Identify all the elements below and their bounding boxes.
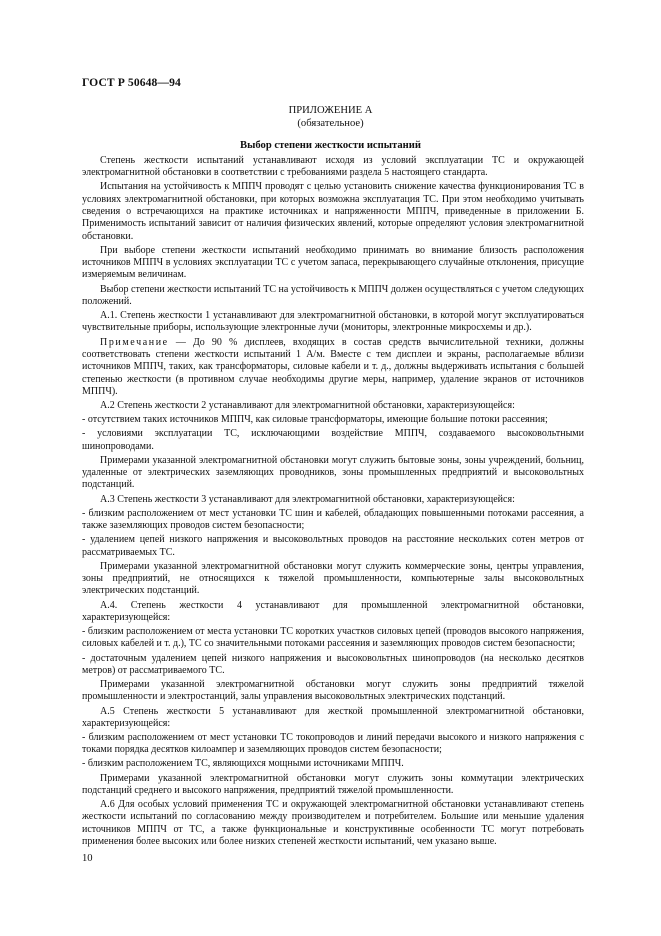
paragraph-a1: А.1. Степень жесткости 1 устанавливают для электромагнитной обстановки, в которой могут эксплуатироваться чувствительные приборы, использующие электронные лучи (мониторы, электронные микросхемы и др.). — [82, 310, 584, 334]
paragraph-a2-intro: А.2 Степень жесткости 2 устанавливают для электромагнитной обстановки, характеризующейся: — [100, 399, 515, 411]
note — [82, 337, 584, 398]
paragraph-a3-examples: Примерами указанной электромагнитной обстановки могут служить коммерческие зоны, центры управления, зоны предприятий, не относящихся к тяжелой промышленности, компьютерные залы высоковольтных электрических подстанций. — [82, 560, 584, 597]
paragraph-a6: А.6 Для особых условий применения ТС и окружающей электромагнитной обстановки устанавливают степень жесткости испытаний по согласованию между производителем и потребителем. Большие или меньшие удаления источников МППЧ от ТС, а также функциональные и конструктивные особенности ТС могут потребовать применения более высоких или более низких степеней жесткости испытаний, чем указано выше. — [82, 799, 584, 848]
paragraph-a5-intro: А.5 Степень жесткости 5 устанавливают для жесткой промышленной электромагнитной обстановки, характеризующейся: — [82, 705, 584, 729]
appendix-title: ПРИЛОЖЕНИЕ А — [288, 105, 373, 116]
list-item: - удалением цепей низкого напряжения и высоковольтных проводов на расстояние нескольких сотен метров от рассматриваемых ТС. — [82, 534, 584, 558]
page-number: 10 — [82, 853, 93, 864]
paragraph: Выбор степени жесткости испытаний ТС на устойчивость к МППЧ должен осуществляться с учетом следующих положений. — [82, 283, 584, 307]
paragraph-a4-examples: Примерами указанной электромагнитной обстановки могут служить зоны предприятий тяжелой промышленности и электростанций, залы управления высоковольтных электрических подстанций. — [82, 679, 584, 703]
standard-header: ГОСТ Р 50648—94 — [82, 76, 181, 89]
list-item: - близким расположением ТС, являющихся мощными источниками МППЧ. — [82, 758, 404, 770]
appendix-subtitle: (обязательное) — [297, 118, 364, 129]
list-item: - условиями эксплуатации ТС, исключающими воздействие МППЧ, создаваемого высоковольтными шинопроводами. — [82, 428, 584, 452]
paragraph: При выборе степени жесткости испытаний необходимо принимать во внимание близость расположения источников МППЧ в условиях эксплуатации ТС с учетом запаса, перекрывающего случайные отклонения, присущие измеряемым величинам. — [82, 244, 584, 281]
list-item: - отсутствием таких источников МППЧ, как силовые трансформаторы, имеющие большие потоки рассеяния; — [82, 414, 548, 426]
list-item: - достаточным удалением цепей низкого напряжения и высоковольтных шинопроводов (на несколько десятков метров) от рассматриваемого ТС. — [82, 652, 584, 676]
note-text: — До 90 % дисплеев, входящих в состав средств вычислительной техники, должны соответствовать степени жесткости испытаний 1 А/м. Вместе с тем дисплеи и экраны, располагаемые вблизи источников МППЧ, таких, как трансформаторы, силовые кабели и т. д., должны выдерживать испытания с большей степенью жесткости (в противном случае необходимы другие меры, например, удаление экранов от источников МППЧ). — [82, 336, 584, 397]
document-body — [82, 155, 584, 850]
paragraph-a3-intro: А.3 Степень жесткости 3 устанавливают для электромагнитной обстановки, характеризующейся: — [100, 493, 515, 505]
paragraph: Степень жесткости испытаний устанавливают исходя из условий эксплуатации ТС и окружающей электромагнитной обстановки в соответствии с требованиями раздела 5 настоящего стандарта. — [82, 155, 584, 179]
note-label: Примечание — [100, 336, 169, 348]
paragraph-a2-examples: Примерами указанной электромагнитной обстановки могут служить бытовые зоны, зоны учреждений, больниц, удаленные от электрических заземляющих проводников, зоны промышленных предприятий и высоковольтных подстанций. — [82, 454, 584, 491]
paragraph-a5-examples: Примерами указанной электромагнитной обстановки могут служить зоны коммутации электрических подстанций среднего и высокого напряжения, предприятий тяжелой промышленности. — [82, 772, 584, 796]
section-title: Выбор степени жесткости испытаний — [240, 140, 421, 151]
paragraph-a4-intro: А.4. Степень жесткости 4 устанавливают для промышленной электромагнитной обстановки, характеризующейся: — [82, 599, 584, 623]
list-item: - близким расположением от места установки ТС коротких участков силовых цепей (проводов высокого напряжения, силовых кабелей и т. д.), ТС со значительными потоками рассеяния и заземляющих проводов систем безопасности; — [82, 626, 584, 650]
list-item: - близким расположением от мест установки ТС токопроводов и линий передачи высокого и низкого напряжения с токами порядка десятков килоампер и заземляющих проводов систем безопасности; — [82, 731, 584, 756]
paragraph: Испытания на устойчивость к МППЧ проводят с целью установить снижение качества функционирования ТС в условиях электромагнитной обстановки, при которых возможна эксплуатация ТС. При этом необходимо учитывать сведения о встречающихся на практике источниках и напряженности МППЧ, приведенные в приложении Б. Применимость испытаний зависит от наличия физических явлений, которые определяют условия электромагнитной обстановки. — [82, 181, 584, 242]
list-item: - близким расположением от мест установки ТС шин и кабелей, обладающих повышенными потоками рассеяния, а также заземляющих проводов систем безопасности; — [82, 507, 584, 532]
appendix-heading — [0, 104, 661, 130]
